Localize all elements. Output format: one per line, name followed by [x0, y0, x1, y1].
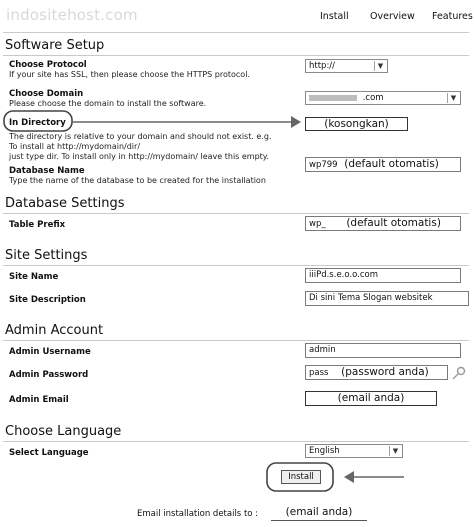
domain-redacted: [309, 95, 357, 101]
admin-password-label: Admin Password: [9, 370, 89, 380]
admin-password-note: (password anda): [341, 366, 429, 378]
divider: [3, 32, 469, 33]
dbname-input[interactable]: [305, 157, 461, 172]
admin-username-value: admin: [309, 345, 336, 355]
table-prefix-value: wp_: [309, 219, 326, 229]
section-title-language: Choose Language: [5, 424, 122, 439]
nav-features[interactable]: Features: [432, 11, 473, 22]
language-select[interactable]: [305, 444, 403, 458]
site-description-label: Site Description: [9, 295, 86, 305]
divider: [3, 441, 469, 442]
dbname-value: wp799: [309, 160, 338, 170]
admin-email-label: Admin Email: [9, 395, 69, 405]
table-prefix-input[interactable]: [305, 216, 461, 231]
language-label: Select Language: [9, 448, 89, 458]
email-details-input[interactable]: [271, 505, 367, 521]
chevron-down-icon: ▼: [447, 93, 459, 103]
language-select-value: English: [309, 446, 340, 456]
highlight-callout: [3, 110, 303, 134]
table-prefix-label: Table Prefix: [9, 220, 66, 230]
section-title-database: Database Settings: [5, 196, 125, 211]
admin-email-input[interactable]: [305, 391, 437, 406]
email-details-label: Email installation details to :: [137, 509, 259, 519]
divider: [3, 340, 469, 341]
section-title-software: Software Setup: [5, 38, 105, 53]
protocol-select[interactable]: [305, 59, 388, 73]
domain-description: Please choose the domain to install the software.: [9, 99, 207, 108]
admin-username-label: Admin Username: [9, 347, 91, 357]
directory-note: (kosongkan): [324, 118, 389, 130]
site-name-label: Site Name: [9, 272, 59, 282]
dbname-label: Database Name: [9, 166, 85, 176]
directory-description-3: just type dir. To install only in http://mydomain/ leave this empty.: [9, 152, 269, 161]
protocol-description: If your site has SSL, then please choose the HTTPS protocol.: [9, 70, 250, 79]
admin-password-value: pass: [309, 368, 329, 378]
admin-email-note: (email anda): [337, 392, 405, 404]
section-title-admin: Admin Account: [5, 323, 104, 338]
email-details-note: (email anda): [285, 506, 353, 518]
divider: [3, 213, 469, 214]
directory-description-1: The directory is relative to your domain and should not exist. e.g.: [9, 132, 272, 141]
protocol-select-value: http://: [309, 61, 336, 71]
key-icon[interactable]: [451, 366, 467, 380]
directory-label: In Directory: [9, 118, 66, 128]
chevron-down-icon: ▼: [374, 61, 386, 71]
divider: [3, 265, 469, 266]
dbname-note: (default otomatis): [344, 158, 439, 170]
chevron-down-icon: ▼: [389, 446, 401, 456]
site-description-input[interactable]: [305, 291, 469, 306]
protocol-label: Choose Protocol: [9, 60, 87, 70]
admin-username-input[interactable]: [305, 343, 461, 358]
site-name-input[interactable]: [305, 268, 461, 283]
domain-label: Choose Domain: [9, 89, 84, 99]
watermark-text: indositehost.com: [6, 6, 138, 24]
dbname-description: Type the name of the database to be created for the installation: [9, 176, 266, 185]
site-description-value: Di sini Tema Slogan websitek: [309, 293, 433, 303]
divider: [3, 55, 469, 56]
directory-description-2: To install at http://mydomain/dir/: [9, 142, 141, 151]
domain-select[interactable]: [305, 91, 461, 105]
domain-select-value: .com: [362, 93, 384, 103]
install-button[interactable]: Install: [281, 470, 321, 484]
section-title-site: Site Settings: [5, 248, 88, 263]
table-prefix-note: (default otomatis): [346, 217, 441, 229]
nav-install[interactable]: Install: [320, 11, 349, 22]
site-name-value: iiiPd.s.e.o.o.com: [309, 270, 379, 280]
nav-overview[interactable]: Overview: [370, 11, 415, 22]
directory-input[interactable]: [305, 117, 408, 131]
admin-password-input[interactable]: [305, 365, 448, 380]
